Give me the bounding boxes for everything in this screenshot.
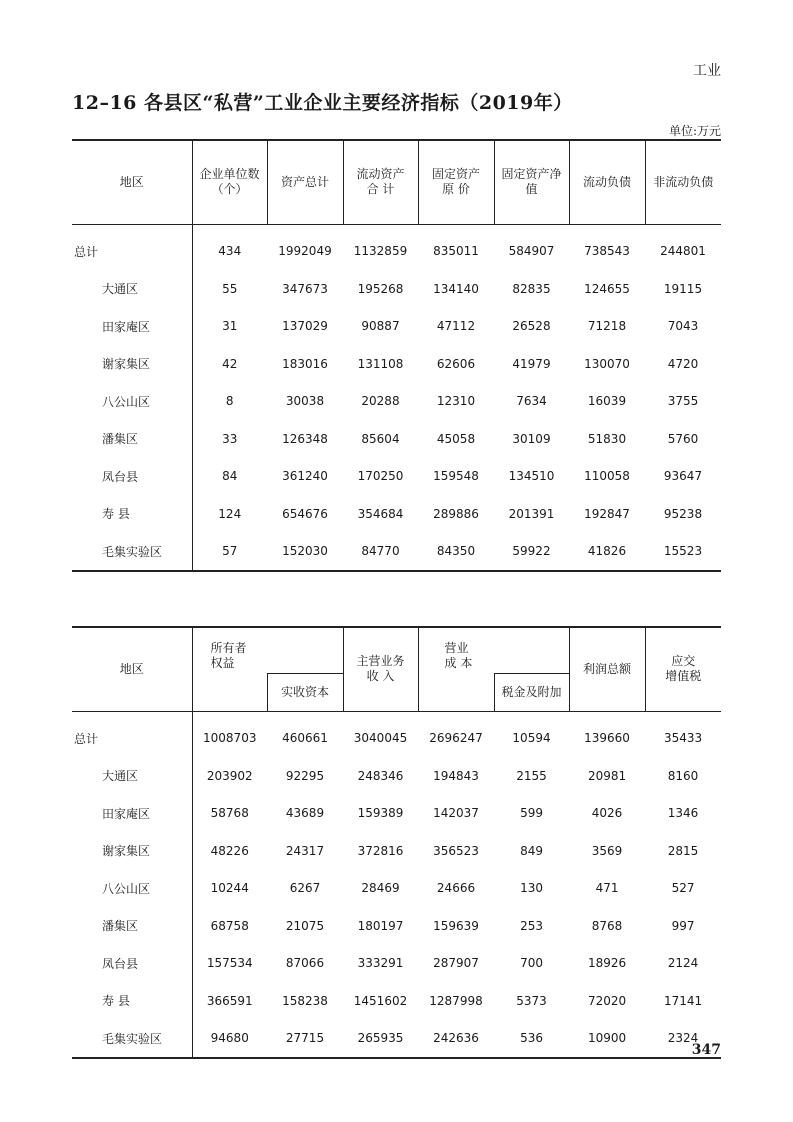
value-cell: 195268	[357, 281, 404, 296]
value-cell: 84770	[361, 544, 400, 559]
table-row	[72, 383, 721, 421]
region-cell: 八公山区	[72, 870, 192, 908]
value-cell: 26528	[512, 319, 551, 334]
header-current-liabilities: 流动负债	[569, 140, 645, 224]
value-cell: 835011	[433, 244, 479, 259]
value-cell: 527	[671, 881, 695, 896]
value-cell: 137029	[282, 319, 328, 334]
page-number: 347	[691, 1042, 721, 1058]
value-cell: 152030	[282, 544, 328, 559]
header-fixed-assets-net: 固定资产净 值	[494, 140, 569, 224]
table-row	[72, 711, 721, 757]
value-cell: 460661	[282, 731, 328, 746]
value-cell: 124655	[584, 281, 630, 296]
header-fixed-assets-original: 固定资产 原 价	[418, 140, 494, 224]
value-cell: 333291	[357, 956, 404, 971]
value-cell: 126348	[282, 431, 328, 446]
value-cell: 21075	[285, 918, 325, 933]
table-row	[72, 533, 721, 572]
value-cell: 5760	[667, 431, 699, 446]
value-cell: 253	[520, 918, 543, 933]
value-cell: 192847	[584, 506, 630, 521]
value-cell: 8	[225, 394, 234, 409]
value-cell: 471	[595, 881, 619, 896]
value-cell: 90887	[361, 319, 400, 334]
table-row	[72, 907, 721, 945]
region-cell: 八公山区	[72, 383, 192, 421]
table-row	[72, 420, 721, 458]
value-cell: 180197	[357, 918, 404, 933]
header-paid-in-capital: 实收资本	[267, 673, 343, 711]
value-cell: 347673	[282, 281, 328, 296]
section-label: 工业	[693, 63, 721, 79]
header-current-assets: 流动资产 合 计	[343, 140, 418, 224]
value-cell: 139660	[584, 731, 630, 746]
value-cell: 599	[520, 806, 543, 821]
value-cell: 3755	[667, 394, 699, 409]
value-cell: 157534	[206, 956, 253, 971]
value-cell: 2324	[667, 1031, 699, 1046]
header-region: 地区	[72, 627, 192, 711]
table-row	[72, 308, 721, 346]
table-row	[72, 832, 721, 870]
value-cell: 92295	[285, 768, 325, 783]
table-row	[72, 495, 721, 533]
value-cell: 82835	[512, 281, 551, 296]
value-cell: 3569	[591, 843, 623, 858]
value-cell: 20981	[587, 768, 627, 783]
table-row	[72, 982, 721, 1020]
value-cell: 130	[520, 881, 543, 896]
assets-liabilities-table	[72, 139, 721, 572]
header-region: 地区	[72, 140, 192, 224]
value-cell: 84350	[436, 544, 476, 559]
header-total-assets: 资产总计	[267, 140, 343, 224]
value-cell: 42	[222, 356, 238, 371]
value-cell: 1451602	[353, 993, 408, 1008]
header-cost-spacer	[418, 673, 494, 711]
header-vat-payable: 应交 增值税	[645, 627, 721, 711]
value-cell: 244801	[660, 244, 706, 259]
value-cell: 17141	[663, 993, 703, 1008]
table-row	[72, 870, 721, 908]
value-cell: 20288	[361, 394, 400, 409]
value-cell: 142037	[433, 806, 479, 821]
value-cell: 10244	[210, 881, 249, 896]
value-cell: 18926	[587, 956, 627, 971]
table-row	[72, 270, 721, 308]
value-cell: 4026	[591, 806, 623, 821]
value-cell: 59922	[512, 544, 551, 559]
value-cell: 287907	[433, 956, 479, 971]
value-cell: 8160	[667, 768, 699, 783]
region-cell: 谢家集区	[72, 832, 192, 870]
region-cell: 寿 县	[72, 495, 192, 533]
value-cell: 110058	[584, 469, 630, 484]
value-cell: 51830	[587, 431, 627, 446]
value-cell: 248346	[357, 768, 404, 783]
table-row	[72, 945, 721, 983]
value-cell: 43689	[285, 806, 325, 821]
value-cell: 4720	[667, 356, 699, 371]
value-cell: 2815	[667, 843, 699, 858]
value-cell: 183016	[282, 356, 328, 371]
value-cell: 159639	[433, 918, 479, 933]
value-cell: 10900	[587, 1031, 627, 1046]
header-equity-spacer	[192, 673, 267, 711]
value-cell: 84	[222, 469, 238, 484]
value-cell: 849	[520, 843, 543, 858]
value-cell: 48226	[210, 843, 249, 858]
region-cell: 凤台县	[72, 458, 192, 496]
unit-label: 单位:万元	[668, 124, 721, 138]
header-operating-cost: 营业 成 本	[418, 627, 569, 673]
header-enterprise-count: 企业单位数 （个）	[192, 140, 267, 224]
value-cell: 47112	[436, 319, 476, 334]
header-noncurrent-liabilities: 非流动负债	[645, 140, 721, 224]
value-cell: 87066	[285, 956, 325, 971]
value-cell: 124	[218, 506, 242, 521]
region-cell: 总计	[72, 224, 192, 270]
value-cell: 6267	[289, 881, 321, 896]
value-cell: 289886	[433, 506, 479, 521]
table-row	[72, 345, 721, 383]
value-cell: 997	[671, 918, 695, 933]
value-cell: 19115	[663, 281, 703, 296]
value-cell: 366591	[206, 993, 253, 1008]
value-cell: 8768	[591, 918, 623, 933]
value-cell: 372816	[357, 843, 404, 858]
value-cell: 203902	[206, 768, 253, 783]
value-cell: 170250	[357, 469, 404, 484]
region-cell: 潘集区	[72, 420, 192, 458]
value-cell: 361240	[282, 469, 328, 484]
value-cell: 41979	[512, 356, 551, 371]
region-cell: 大通区	[72, 270, 192, 308]
value-cell: 159548	[433, 469, 479, 484]
value-cell: 738543	[584, 244, 630, 259]
value-cell: 31	[222, 319, 238, 334]
table-row	[72, 458, 721, 496]
value-cell: 1132859	[353, 244, 408, 259]
value-cell: 3040045	[353, 731, 408, 746]
region-cell: 潘集区	[72, 907, 192, 945]
region-cell: 寿 县	[72, 982, 192, 1020]
value-cell: 7634	[516, 394, 547, 409]
value-cell: 134140	[433, 281, 479, 296]
region-cell: 毛集实验区	[72, 533, 192, 572]
value-cell: 30109	[512, 431, 551, 446]
value-cell: 12310	[436, 394, 476, 409]
header-owner-equity: 所有者 权益	[192, 627, 343, 673]
value-cell: 24317	[285, 843, 325, 858]
value-cell: 55	[222, 281, 238, 296]
value-cell: 700	[520, 956, 543, 971]
region-cell: 谢家集区	[72, 345, 192, 383]
value-cell: 434	[218, 244, 242, 259]
value-cell: 95238	[663, 506, 703, 521]
value-cell: 356523	[433, 843, 479, 858]
value-cell: 15523	[663, 544, 703, 559]
value-cell: 1992049	[278, 244, 332, 259]
region-cell: 凤台县	[72, 945, 192, 983]
value-cell: 1008703	[203, 731, 257, 746]
value-cell: 2124	[667, 956, 699, 971]
value-cell: 130070	[584, 356, 630, 371]
value-cell: 134510	[508, 469, 555, 484]
value-cell: 158238	[282, 993, 328, 1008]
value-cell: 131108	[357, 356, 404, 371]
value-cell: 41826	[587, 544, 627, 559]
region-cell: 田家庵区	[72, 308, 192, 346]
region-cell: 总计	[72, 711, 192, 757]
value-cell: 58768	[210, 806, 249, 821]
value-cell: 45058	[436, 431, 476, 446]
value-cell: 33	[222, 431, 238, 446]
region-cell: 田家庵区	[72, 795, 192, 833]
region-cell: 大通区	[72, 757, 192, 795]
value-cell: 1287998	[429, 993, 483, 1008]
table-row	[72, 224, 721, 270]
table-row	[72, 757, 721, 795]
value-cell: 654676	[282, 506, 328, 521]
value-cell: 242636	[433, 1031, 479, 1046]
value-cell: 10594	[512, 731, 551, 746]
value-cell: 2696247	[429, 731, 483, 746]
value-cell: 16039	[587, 394, 627, 409]
value-cell: 201391	[508, 506, 555, 521]
value-cell: 57	[222, 544, 238, 559]
value-cell: 354684	[357, 506, 404, 521]
value-cell: 62606	[436, 356, 476, 371]
header-main-revenue: 主营业务 收 入	[343, 627, 418, 711]
table-row	[72, 795, 721, 833]
value-cell: 159389	[357, 806, 404, 821]
value-cell: 93647	[663, 469, 703, 484]
value-cell: 536	[520, 1031, 543, 1046]
value-cell: 584907	[508, 244, 555, 259]
value-cell: 1346	[667, 806, 699, 821]
value-cell: 35433	[663, 731, 703, 746]
value-cell: 5373	[516, 993, 547, 1008]
value-cell: 85604	[361, 431, 400, 446]
page-title: 12–16 各县区“私营”工业企业主要经济指标（2019年）	[72, 92, 573, 114]
value-cell: 28469	[361, 881, 400, 896]
value-cell: 265935	[357, 1031, 404, 1046]
value-cell: 68758	[210, 918, 249, 933]
equity-profit-table	[72, 626, 721, 1059]
value-cell: 2155	[516, 768, 547, 783]
value-cell: 24666	[436, 881, 476, 896]
value-cell: 72020	[587, 993, 627, 1008]
value-cell: 71218	[587, 319, 627, 334]
header-taxes-surcharges: 税金及附加	[494, 673, 569, 711]
region-cell: 毛集实验区	[72, 1020, 192, 1059]
value-cell: 194843	[433, 768, 479, 783]
value-cell: 30038	[285, 394, 325, 409]
value-cell: 7043	[667, 319, 699, 334]
header-total-profit: 利润总额	[569, 627, 645, 711]
value-cell: 94680	[210, 1031, 249, 1046]
value-cell: 27715	[285, 1031, 325, 1046]
table-row	[72, 1020, 721, 1059]
